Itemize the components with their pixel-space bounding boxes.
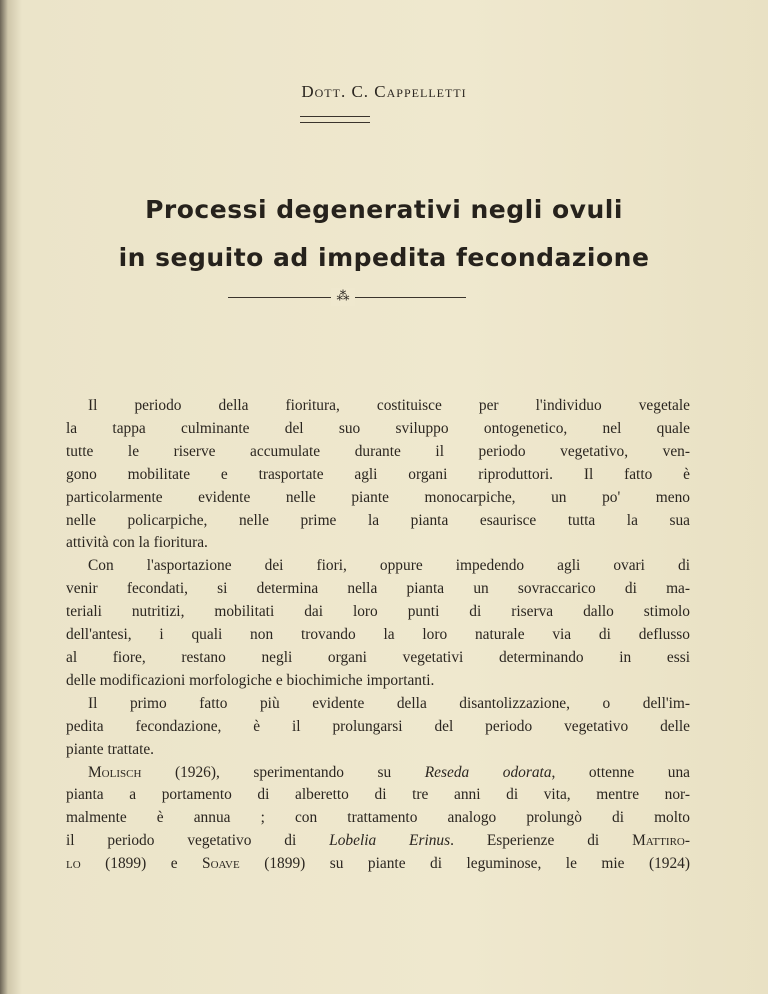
text-run: , ottenne una (551, 763, 690, 781)
text-run: (1899) e (80, 855, 203, 873)
author-name: Dott. C. Cappelletti (301, 82, 467, 101)
text-line: dell'antesi, i quali non trovando la loro naturale via di deflusso (66, 626, 690, 644)
text-line (66, 853, 690, 876)
text-line: Il primo fatto più evidente della disantolizzazione, o dell'im- (88, 694, 690, 712)
author-citation: lo (66, 855, 81, 873)
text-line: malmente è annua ; con trattamento analogo prolungò di molto (66, 809, 690, 827)
text-line: gono mobilitate e trasportate agli organi riproduttori. Il fatto è (66, 465, 690, 483)
text-line: particolarmente evidente nelle piante monocarpiche, un po' meno (66, 488, 690, 506)
species-name: Reseda odorata (424, 763, 552, 781)
text-line: tutte le riserve accumulate durante il periodo vegetativo, ven- (66, 442, 690, 460)
text-run: (1926), sperimentando su (141, 763, 425, 781)
species-name: Lobelia Erinus (329, 832, 451, 850)
text-line: al fiore, restano negli organi vegetativi determinando in essi (66, 648, 690, 666)
text-line: pianta a portamento di alberetto di tre anni di vita, mentre nor- (66, 786, 690, 804)
text-line: piante trattate. (66, 740, 155, 758)
text-line (66, 762, 690, 785)
text-run: il periodo vegetativo di (66, 832, 330, 850)
article-title-line-2: in seguito ad impedita fecondazione (118, 243, 650, 272)
article-title-line-1: Processi degenerativi negli ovuli (145, 195, 623, 224)
text-line: delle modificazioni morfologiche e biochimiche importanti. (66, 671, 435, 689)
author-divider (300, 116, 370, 123)
text-run: . Esperienze di (450, 832, 633, 850)
author-citation: Mattiro- (632, 832, 690, 850)
text-line: teriali nutritizi, mobilitati dai loro punti di riserva dallo stimolo (66, 603, 690, 621)
text-line: Con l'asportazione dei fiori, oppure impedendo agli ovari di (88, 557, 690, 575)
text-line: nelle policarpiche, nelle prime la pianta esaurisce tutta la sua (66, 511, 690, 529)
author-citation: Soave (202, 855, 240, 873)
text-run: (1899) su piante di leguminose, le mie (1924) (239, 855, 690, 873)
ornament-icon: ⁂ (331, 288, 355, 306)
text-line: Il periodo della fioritura, costituisce per l'individuo vegetale (88, 397, 690, 414)
author-citation: Molisch (88, 763, 142, 781)
paragraph-3 (66, 693, 690, 762)
text-line: venir fecondati, si determina nella pianta un sovraccarico di ma- (66, 580, 690, 598)
text-line (66, 830, 690, 853)
text-line: attività con la fioritura. (66, 534, 208, 552)
paragraph-4 (66, 762, 690, 877)
paragraph-1 (66, 395, 690, 555)
paragraph-2 (66, 555, 690, 692)
body-text (66, 395, 690, 876)
text-line: la tappa culminante del suo sviluppo ontogenetico, nel quale (66, 419, 690, 437)
text-line: pedita fecondazione, è il prolungarsi del periodo vegetativo delle (66, 717, 690, 735)
